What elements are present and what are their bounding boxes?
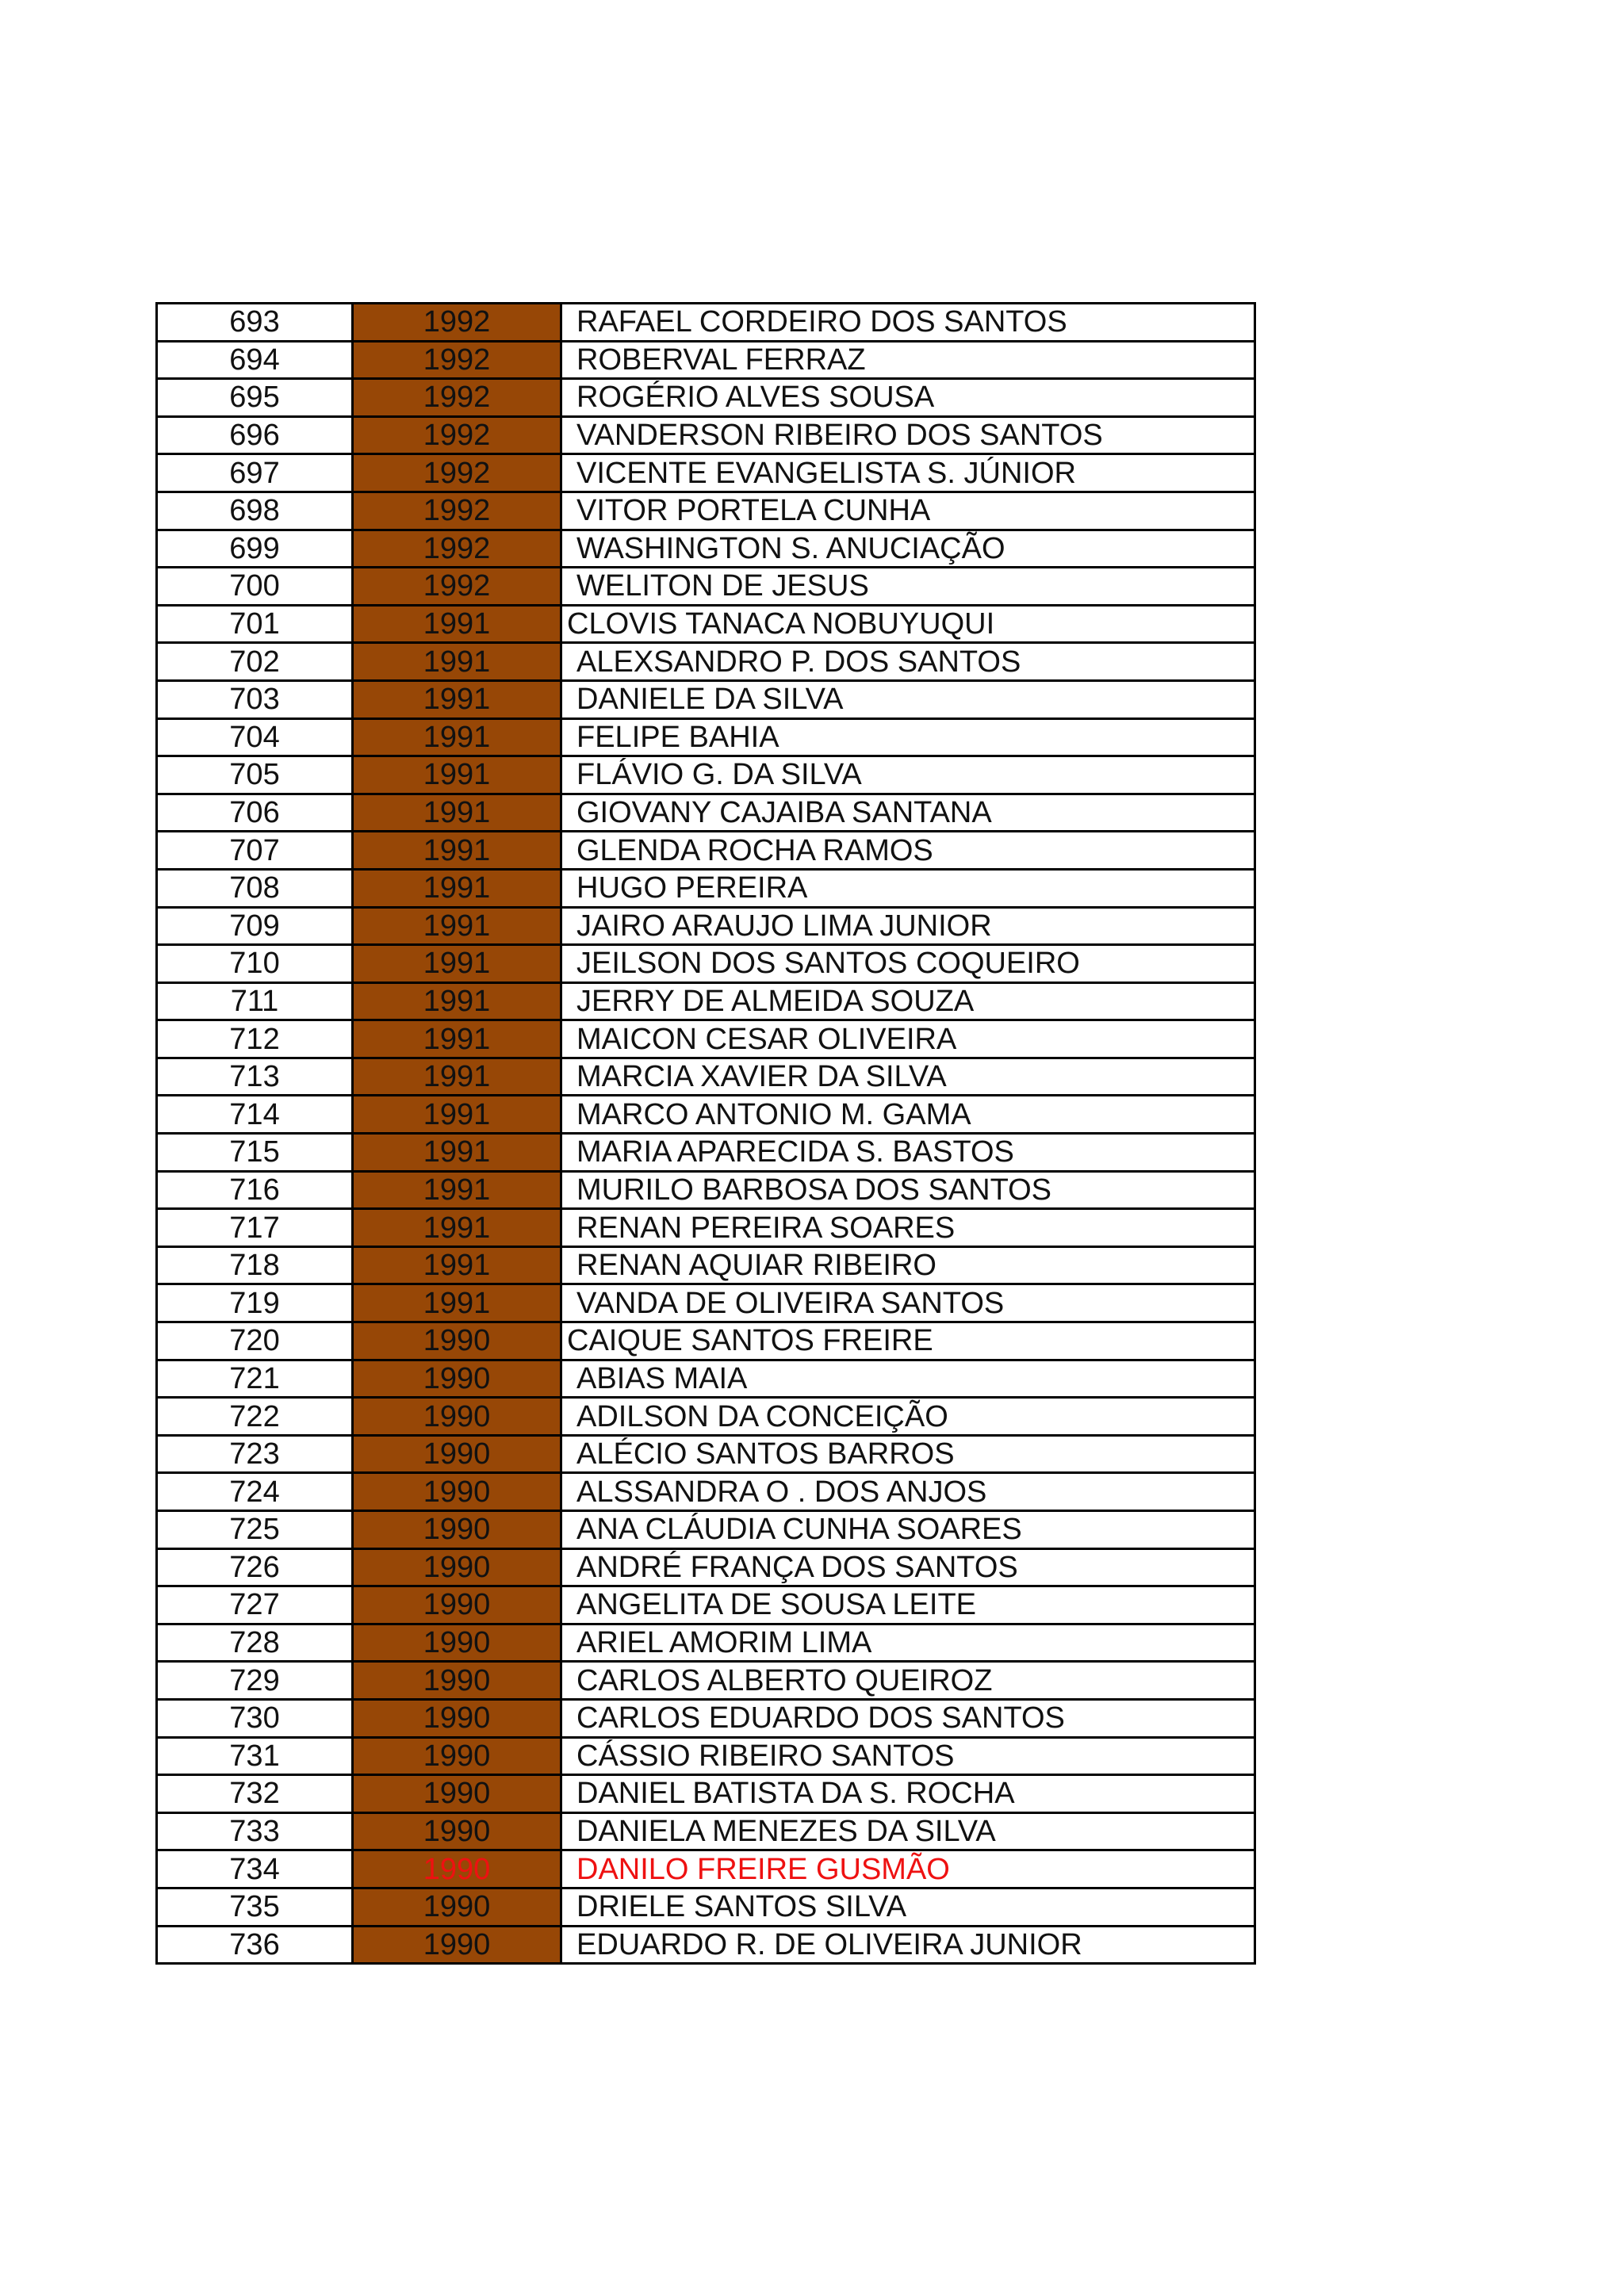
row-number-cell: 705 [157,756,353,794]
table-row [157,379,1255,417]
name-cell: ROGÉRIO ALVES SOUSA [561,379,1255,417]
year-cell: 1990 [353,1926,561,1964]
table-row [157,1322,1255,1360]
year-cell: 1991 [353,643,561,681]
row-number-cell: 723 [157,1435,353,1473]
table-row [157,1737,1255,1775]
year-cell: 1991 [353,718,561,756]
table-row [157,1134,1255,1172]
name-cell: ALÉCIO SANTOS BARROS [561,1435,1255,1473]
year-cell: 1992 [353,341,561,379]
name-cell: DANILO FREIRE GUSMÃO [561,1850,1255,1888]
table-row [157,1888,1255,1926]
table-row [157,1511,1255,1549]
name-cell: VANDA DE OLIVEIRA SANTOS [561,1284,1255,1322]
year-cell: 1991 [353,907,561,945]
row-number-cell: 735 [157,1888,353,1926]
name-cell: WASHINGTON S. ANUCIAÇÃO [561,530,1255,568]
year-cell: 1991 [353,756,561,794]
name-cell: VANDERSON RIBEIRO DOS SANTOS [561,416,1255,454]
table-row [157,680,1255,718]
year-cell: 1991 [353,1058,561,1096]
name-cell: CLOVIS TANACA NOBUYUQUI [561,605,1255,643]
name-cell: CAIQUE SANTOS FREIRE [561,1322,1255,1360]
year-cell: 1990 [353,1888,561,1926]
name-cell: CARLOS EDUARDO DOS SANTOS [561,1699,1255,1737]
year-cell: 1990 [353,1322,561,1360]
year-cell: 1990 [353,1586,561,1624]
row-number-cell: 720 [157,1322,353,1360]
table-row [157,1096,1255,1134]
name-cell: ADILSON DA CONCEIÇÃO [561,1398,1255,1436]
table-row [157,1058,1255,1096]
table-row [157,869,1255,907]
name-cell: RENAN AQUIAR RIBEIRO [561,1246,1255,1284]
year-cell: 1991 [353,1096,561,1134]
name-cell: ARIEL AMORIM LIMA [561,1624,1255,1662]
row-number-cell: 718 [157,1246,353,1284]
name-cell: JAIRO ARAUJO LIMA JUNIOR [561,907,1255,945]
table-row [157,1171,1255,1209]
year-cell: 1992 [353,492,561,530]
roster-table [155,302,1256,1965]
year-cell: 1991 [353,1134,561,1172]
row-number-cell: 709 [157,907,353,945]
row-number-cell: 732 [157,1775,353,1813]
year-cell: 1991 [353,1171,561,1209]
table-row [157,492,1255,530]
table-row [157,643,1255,681]
year-cell: 1992 [353,568,561,606]
table-row [157,1699,1255,1737]
name-cell: MARCO ANTONIO M. GAMA [561,1096,1255,1134]
table-row [157,530,1255,568]
table-row [157,568,1255,606]
table-row [157,832,1255,870]
name-cell: ANA CLÁUDIA CUNHA SOARES [561,1511,1255,1549]
name-cell: ABIAS MAIA [561,1360,1255,1398]
row-number-cell: 710 [157,945,353,983]
row-number-cell: 695 [157,379,353,417]
row-number-cell: 702 [157,643,353,681]
name-cell: DANIELE DA SILVA [561,680,1255,718]
name-cell: VICENTE EVANGELISTA S. JÚNIOR [561,454,1255,492]
name-cell: WELITON DE JESUS [561,568,1255,606]
name-cell: ANDRÉ FRANÇA DOS SANTOS [561,1548,1255,1586]
name-cell: CÁSSIO RIBEIRO SANTOS [561,1737,1255,1775]
row-number-cell: 716 [157,1171,353,1209]
table-row [157,1850,1255,1888]
name-cell: GIOVANY CAJAIBA SANTANA [561,794,1255,832]
row-number-cell: 707 [157,832,353,870]
table-row [157,1435,1255,1473]
table-row [157,1246,1255,1284]
row-number-cell: 696 [157,416,353,454]
row-number-cell: 712 [157,1020,353,1058]
row-number-cell: 731 [157,1737,353,1775]
row-number-cell: 725 [157,1511,353,1549]
year-cell: 1990 [353,1624,561,1662]
row-number-cell: 708 [157,869,353,907]
name-cell: ALSSANDRA O . DOS ANJOS [561,1473,1255,1511]
row-number-cell: 734 [157,1850,353,1888]
row-number-cell: 697 [157,454,353,492]
year-cell: 1991 [353,680,561,718]
table-row [157,794,1255,832]
table-row [157,1209,1255,1247]
table-row [157,416,1255,454]
year-cell: 1990 [353,1812,561,1850]
name-cell: GLENDA ROCHA RAMOS [561,832,1255,870]
row-number-cell: 729 [157,1662,353,1700]
name-cell: FELIPE BAHIA [561,718,1255,756]
table-row [157,1775,1255,1813]
table-row [157,1926,1255,1964]
row-number-cell: 722 [157,1398,353,1436]
name-cell: JEILSON DOS SANTOS COQUEIRO [561,945,1255,983]
year-cell: 1990 [353,1398,561,1436]
row-number-cell: 719 [157,1284,353,1322]
year-cell: 1991 [353,982,561,1020]
table-row [157,1284,1255,1322]
row-number-cell: 713 [157,1058,353,1096]
table-row [157,1473,1255,1511]
name-cell: ANGELITA DE SOUSA LEITE [561,1586,1255,1624]
name-cell: MARCIA XAVIER DA SILVA [561,1058,1255,1096]
year-cell: 1990 [353,1548,561,1586]
table-row [157,982,1255,1020]
year-cell: 1992 [353,416,561,454]
name-cell: EDUARDO R. DE OLIVEIRA JUNIOR [561,1926,1255,1964]
row-number-cell: 736 [157,1926,353,1964]
year-cell: 1991 [353,1020,561,1058]
row-number-cell: 711 [157,982,353,1020]
table-row [157,1812,1255,1850]
year-cell: 1991 [353,605,561,643]
name-cell: HUGO PEREIRA [561,869,1255,907]
name-cell: DRIELE SANTOS SILVA [561,1888,1255,1926]
row-number-cell: 727 [157,1586,353,1624]
year-cell: 1990 [353,1850,561,1888]
year-cell: 1990 [353,1737,561,1775]
year-cell: 1990 [353,1435,561,1473]
name-cell: ALEXSANDRO P. DOS SANTOS [561,643,1255,681]
table-row [157,304,1255,342]
table-row [157,341,1255,379]
row-number-cell: 700 [157,568,353,606]
year-cell: 1991 [353,794,561,832]
name-cell: ROBERVAL FERRAZ [561,341,1255,379]
name-cell: MARIA APARECIDA S. BASTOS [561,1134,1255,1172]
table-row [157,1020,1255,1058]
table-row [157,1398,1255,1436]
table-row [157,454,1255,492]
year-cell: 1990 [353,1511,561,1549]
name-cell: DANIELA MENEZES DA SILVA [561,1812,1255,1850]
name-cell: MAICON CESAR OLIVEIRA [561,1020,1255,1058]
row-number-cell: 699 [157,530,353,568]
row-number-cell: 704 [157,718,353,756]
year-cell: 1992 [353,454,561,492]
row-number-cell: 693 [157,304,353,342]
row-number-cell: 717 [157,1209,353,1247]
table-row [157,1586,1255,1624]
name-cell: CARLOS ALBERTO QUEIROZ [561,1662,1255,1700]
year-cell: 1990 [353,1473,561,1511]
table-row [157,718,1255,756]
year-cell: 1990 [353,1662,561,1700]
table-row [157,1624,1255,1662]
year-cell: 1990 [353,1699,561,1737]
row-number-cell: 694 [157,341,353,379]
year-cell: 1991 [353,945,561,983]
year-cell: 1990 [353,1360,561,1398]
table-row [157,1662,1255,1700]
year-cell: 1991 [353,1284,561,1322]
row-number-cell: 714 [157,1096,353,1134]
name-cell: DANIEL BATISTA DA S. ROCHA [561,1775,1255,1813]
year-cell: 1992 [353,530,561,568]
year-cell: 1991 [353,1246,561,1284]
row-number-cell: 715 [157,1134,353,1172]
row-number-cell: 701 [157,605,353,643]
name-cell: VITOR PORTELA CUNHA [561,492,1255,530]
year-cell: 1992 [353,304,561,342]
row-number-cell: 733 [157,1812,353,1850]
roster-table-body [157,304,1255,1964]
name-cell: JERRY DE ALMEIDA SOUZA [561,982,1255,1020]
name-cell: RENAN PEREIRA SOARES [561,1209,1255,1247]
name-cell: RAFAEL CORDEIRO DOS SANTOS [561,304,1255,342]
table-row [157,1360,1255,1398]
row-number-cell: 724 [157,1473,353,1511]
table-row [157,1548,1255,1586]
row-number-cell: 698 [157,492,353,530]
table-row [157,605,1255,643]
row-number-cell: 721 [157,1360,353,1398]
row-number-cell: 726 [157,1548,353,1586]
year-cell: 1991 [353,1209,561,1247]
row-number-cell: 730 [157,1699,353,1737]
name-cell: FLÁVIO G. DA SILVA [561,756,1255,794]
year-cell: 1992 [353,379,561,417]
year-cell: 1991 [353,869,561,907]
table-row [157,907,1255,945]
year-cell: 1991 [353,832,561,870]
table-row [157,756,1255,794]
row-number-cell: 728 [157,1624,353,1662]
row-number-cell: 703 [157,680,353,718]
name-cell: MURILO BARBOSA DOS SANTOS [561,1171,1255,1209]
row-number-cell: 706 [157,794,353,832]
table-row [157,945,1255,983]
year-cell: 1990 [353,1775,561,1813]
